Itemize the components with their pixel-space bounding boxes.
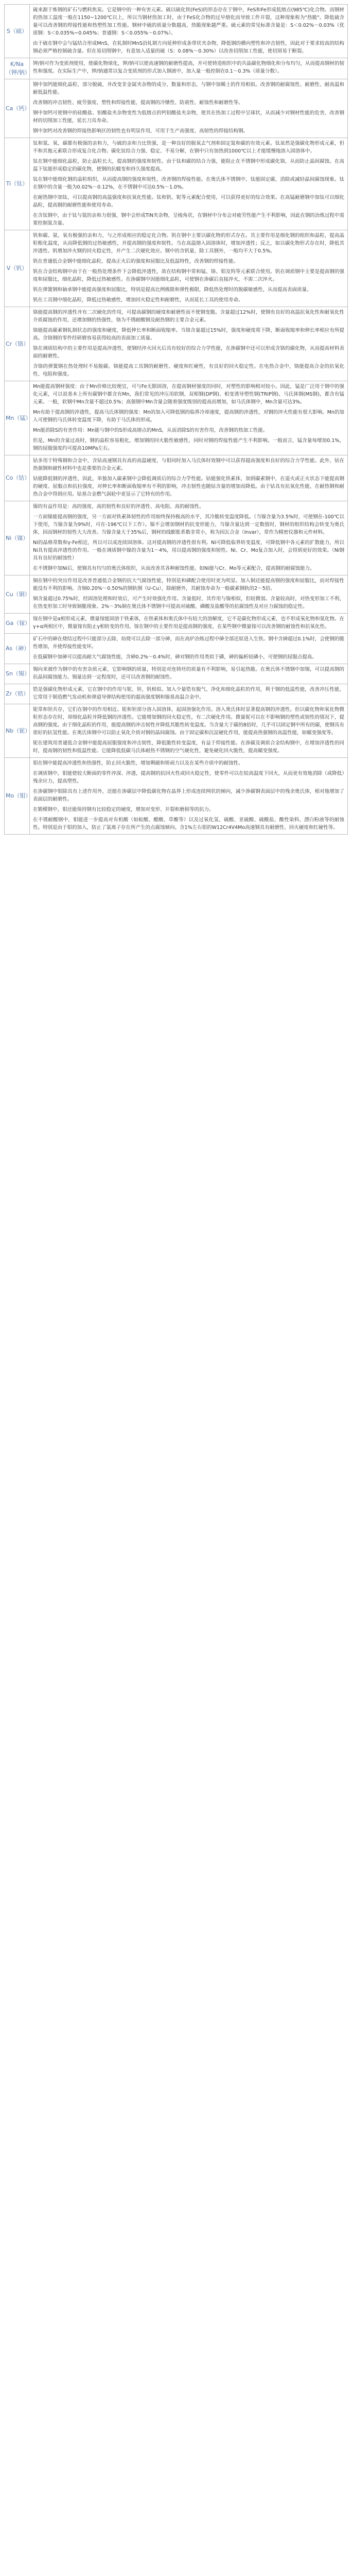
element-row [5,704,348,758]
element-row [5,307,348,381]
description-paragraph: 一方面镍能提高钢的强度，另一方面对铁素体韧性的作用始终保持极高的水平，其冷脆转变温度降低。（当镍含量为3.5%时，可使钢在-100℃以下使用，当镍含量为9%时，可在-196℃以下工作）。镍不会增加钢材的抗变形能力，当镍含量达到一定数值时，钢材的组织结构会转变为奥氏体，因而钢材的韧性大大改善。当镍含量大于35%后，钢材的线膨胀系数非常小，称为因瓦合金（Invar），常作为精密仪器和元件材料。 [33,514,344,535]
description-paragraph: 铌在建筑用普通低合金钢中能提高屈服强度和冲击韧性，降低脆性转变温度，有益于焊接性能。在渗碳及调质合金结构钢中，在增加淬透性的同时，提高钢的韧性和低温性能。它能降低低碳马氏体耐热不锈钢的空气硬化性，避免硬化回火脆性，提高蠕变强度。 [33,740,344,754]
description-paragraph: 铬在调质结构中的主要作用是提高淬透性，使钢经淬火回火后具有较好的综合力学性能，在渗碳钢中还可以形成含铬的碳化物，从而提高材料表面的耐磨性。 [33,346,344,359]
element-symbol: Ti（钛） [5,138,30,230]
description-paragraph: 钴能降低钢的淬透性，因此，单独加入碳素钢中会降低调质后的综合力学性能。钴能强化铁素体，加到碳素钢中，在退火或正火状态下能提高钢的硬度、屈服点和抗拉强度，对伸长率和断面收缩率有不利的影响，冲击韧性也随钴含量的增加而降低。由于钴具有抗氧化性能，在耐热钢和耐热合金中得到应用。钴基合金燃气涡轮中更显示了它特有的作用。 [33,476,344,497]
description-paragraph: 钢中加钙能细化晶粒，部分脱硫，并改变非金属夹杂物的成分、数量和形态，与钢中加稀土的作用相似。改善钢的耐腐蚀性、耐磨性、耐高温和耐低温性能。 [33,82,344,95]
element-description [30,664,348,684]
element-description [30,614,348,634]
description-paragraph: 但是，Mn的含量过高时，钢的晶粒容易粗化，增加钢的回火脆性敏感性，同时对钢的焊接性能产生不利影响。一般而言，锰含量每增加0.1%，钢的屈服强度约可提高10MPa左右。 [33,438,344,451]
description-paragraph: 在低碳钢中加砷可以提高耐大气腐蚀性能，含砷0.2%～0.4%时，砷对钢的作用类似于磷，砷的偏析较磷小，可使钢的屈服点提高。 [33,654,317,660]
element-symbol: Sn（锡） [5,664,30,684]
description-paragraph: 钴多用于特殊钢和合金中，含钴高速钢具有高的高温硬度，与钼同时加入马氏体时效钢中可以获得超高强度和良好的综合力学性能。此外，钴在热强钢和磁性材料中也是重要的合金元素。 [33,458,344,471]
element-row [5,501,348,575]
element-description [30,455,348,501]
description-paragraph: 硫来源于炼钢的矿石与燃料焦炭。它是钢中的一种有害元素。硫以硫化铁(FeS)的形态存在于钢中，FeS和Fe形成低熔点(985℃)化合物。而钢材的热加工温度一般在1150~1200℃以上，所以当钢材热加工时，由于FeS化合物的过早熔化而导致工件开裂，这种现象称为"热脆"。降低硫含量可以改善钢的焊接性能和热塑性加工性能。钢材中硫的质量分数越高，热脆现象越严重。硫元素的常见标准含量是：S＜0.02%～0.03%（优质钢：S＜0.035%~0.045%；普通钢：S＜0.055%～0.07%）。 [33,7,344,36]
description-paragraph: 钒在工具钢中细化晶粒，降低过热敏感性，增加回火稳定性和耐磨性，从而延长工具的使用寿命。 [33,297,243,303]
description-paragraph: 钒和碳、氨、氧有极强的亲和力，与之形成相应的稳定化合物。钒在钢中主要以碳化物的形式存在。其主要作用是细化钢的组织和晶粒，提高晶粒粗化温度，从而降低钢的过热敏感性，并提高钢的强度和韧性。当在高温熔入固溶体时，增加淬透性；反之，如以碳化物形式存在时，降低其淬透性。钒增加淬火钢的回火稳定性，并产生二次硬化效应。钢中的含钒量，除工具钢外，一般均不大于0.5%。 [33,233,344,254]
description-paragraph: 在调质钢中，钼能使较大断面的零件淬深、淬透，提高钢的抗回火性或回火稳定性，使零件可以在较高温度下回火，从而更有效地消除（或降低）残余应力，提高塑性。 [33,771,344,784]
element-row [5,614,348,634]
description-paragraph: 铬能提高碳素钢轧制状态的强度和硬度，降低伸长率和断面收缩率。当铬含量超过15%时，强度和硬度将下降，断面收缩率和伸长率相应有所提高。含铬钢的零件经研磨容易获得较高的表面加工质量。 [33,328,344,341]
description-paragraph: 铬能提高钢的淬透性并有二次硬化的作用，可提高碳钢的硬度和耐磨性而不使钢变脆。含量超过12%时，使钢有良好的高温抗氧化性和耐氧化性介质腐蚀的作用，还增加钢的热强性，铬为不锈耐酸钢及耐热钢的主要合金元素。 [33,310,344,323]
description-paragraph: 在不锈耐酸钢中，钼能进一步提高对有机酸（如蚁酸、醋酸、草酸等）以及过氧化氢、硫酸、亚硫酸、硫酸盐、酸性染料、漂白粉液等的耐蚀性。特别是由于钼的加入，防止了氯离子存在所产生的点腐蚀倾向。含1%左右钼的W12Cr4V4Mo高速钢具有耐磨性、回火硬度和红硬性等。 [33,817,344,831]
description-paragraph: 锡向来被作为钢中的有害杂质元素，它影响钢的质量，特别是对连铸坯的质量有不利影响，易引起热脆。在奥氏体不锈钢中加锡，可以提高钢的抗晶间腐蚀能力。锡量达到一定程度时，还可以改善钢的耐蚀性。 [33,667,344,680]
description-paragraph: 铜含量超过0.75%时，经固溶处理和时效后，可产生时效强化作用。含量低时，其作用与镍相似，但较微弱。含量较高时，对热变形加工不利，在热变形加工时导致铜脆现象。2%～3%铜在奥氏体不锈钢中可提高对硫酸、磷酸及盐酸等的抗腐蚀性及对应力腐蚀的稳定性。 [33,596,344,609]
element-row [5,684,348,704]
description-paragraph: 钒在弹簧钢和轴承钢中能提高强度和屈服比，特别是提高比例极限和弹性极限，降低热处理时的脱碳敏感性，从而提高表面质量。 [33,287,312,293]
element-description [30,381,348,455]
description-paragraph: 在渗碳钢中钼除具有上述作用外，还能在渗碳层中降低碳化物在晶界上形成连续网状的倾向，减少渗碳钢表面层中的残余奥氏体，相对地增加了表面层的耐磨性。 [33,789,344,802]
description-paragraph: 钛在钢中能细化晶粒，防止晶粒长大，提高钢的强度和韧性。由于钛和碳的结合力强，能阻止在不锈钢中形成碳化铬，从而防止晶间腐蚀。在高温下钛能形成稳定的碳化物，使钢的抗蠕变和持久强度提高。 [33,159,344,172]
element-symbol: S（硫） [5,5,30,58]
description-paragraph: Mn能提高钢材强度：由于Mn价格比较便宜，可与Fe无限固溶，在提高钢材强度的同时，对塑性的影响相对较小。因此，锰是广泛用于钢中的强化元素，可以说基本上所有碳钢中都含有Mn，我们常见的冲压用软钢、双相钢(DP钢)、相变诱导塑性钢(TRIP钢)、马氏体钢(MS钢)，都含有锰元素。一般，软钢中Mn含量不超过0.5%；高强钢中Mn含量会随着强度级别的提高而增加，如马氏体钢中，Mn含量可达3%。 [33,384,344,405]
description-paragraph: 钛在钢中能细化钢的晶粒组织，从而提高钢的强度和韧性，改善钢的焊接性能。在奥氏体不锈钢中，钛能固定碳，消除或减轻晶间腐蚀现象。钛在钢中的含量一般为0.02%～0.12%，在不锈钢中可达0.5%～1.0%。 [33,177,344,190]
element-symbol: Co（钴） [5,455,30,501]
element-description [30,634,348,664]
element-table [4,4,348,835]
description-paragraph: 在不锈钢中加Ni后，使钢具有均匀的奥氏体组织，从而改善其各种耐蚀性能。如Ni能与Cr、Mo等元素配合，提高钢的耐腐蚀能力。 [33,566,315,571]
element-row [5,138,348,230]
description-paragraph: 在耐热钢中加钛，可以提高钢的高温强度和抗氧化性能。钛和钒、铌等元素配合使用，可以获得更好的综合效果。在高锰耐磨钢中加钛可以细化晶粒，提高钢的耐磨性能和使用寿命。 [33,195,344,208]
description-paragraph: 在锻模钢中，钼还能保持钢有比较稳定的硬度，增加对变形、开裂和磨损等的抗力。 [33,807,214,812]
element-symbol: As（砷） [5,634,30,664]
element-row [5,664,348,684]
element-symbol: Ni（镍） [5,501,30,575]
description-paragraph: 钛和氮、氧、碳都有极强的亲和力，与硫的亲和力比铁强，是一种良好的脱氧去气剂和固定氮和碳的有效元素。钛虽然是强碳化物形成元素，但不和其他元素联合形成复合化合物。碳化钛结合力强、稳定、不易分解，在钢中只有加热到1000℃以上才能缓慢地溶入固溶体中。 [33,141,344,154]
element-description [30,704,348,758]
element-row [5,575,348,614]
element-symbol: K/Na（钾/钠） [5,58,30,79]
element-symbol: Cr（铬） [5,307,30,381]
element-description [30,575,348,614]
description-paragraph: 含铬的弹簧钢在热处理时不易脱碳。铬能提高工具钢的耐磨性、硬度和红硬性，有良好的回火稳定性。在电热合金中，铬能提高合金的抗氧化性、电阻和强度。 [33,364,344,377]
description-paragraph: 铜在钢中的突出作用是改善普通低合金钢的抗大气腐蚀性能，特别是和磷配合使用时更为明显。加入铜还能提高钢的强度和屈服比，而对焊接性能没有不利的影响。含铜0.20%～0.50%的钢轨钢（U-Cu），除耐磨外，其耐蚀寿命为一般碳素钢轨的2～5倍。 [33,578,344,591]
description-paragraph: 在含钛钢中，由于钛与氮的亲和力很强，钢中会形成TiN夹杂物，呈棱角状，在钢材中分布会对疲劳性能产生不利影响，因此在钢的冶炼过程中需要控制氮含量。 [33,213,344,226]
description-paragraph: 由于硫在钢中会与锰结合形成MnS，在轧制时MnS沿轧制方向延伸形成条带状夹杂物，降低钢的横向塑性和冲击韧性，因此对于要求较高的结构钢必须严格控制硫含量。但在易切削钢中，有意加入适量的硫（S：0.08%～0.30%）以改善切削加工性能，使切屑易于断裂。 [33,41,344,54]
description-paragraph: Mn能消除S的有害作用：Mn能与钢中的S形成高熔点的MnS，从而消除S的有害作用，改善钢的热加工性能。 [33,428,268,433]
element-description [30,5,348,58]
element-symbol: Cu（铜） [5,575,30,614]
element-description [30,758,348,835]
element-symbol: V（钒） [5,230,30,307]
description-paragraph: 钒在普通低合金钢中能细化晶粒，提高正火后的强度和屈服比及低温特性，改善钢的焊接性能。 [33,259,239,264]
element-row [5,5,348,58]
element-description [30,79,348,138]
description-paragraph: 矿石中的砷在烧结过程中只能部分去除，焙烧可以去除一部分砷，而在高炉冶炼过程中砷全部还原进入生铁。钢中含砷超过0.1%时，会使钢的脆性增加，并使焊接性能变坏。 [33,636,344,650]
description-paragraph: Ni的晶格常数和γ-Fe相近，所以可以成连续固溶体。这对提高钢的淬透性很有利。Ni可降低临界转变温度，可降低钢中各元素的扩散能力，所以Ni具有提高淬透性的作用。一般在调质钢中镍的含量为1～4%，用以提高钢的强度和韧性。Ni、Cr、Mo复合加入时，会得到更好的效果。（Ni钢具有良好的耐蚀性） [33,540,344,561]
description-paragraph: 钢中加钙对改善钢的焊接热影响区的韧性也有明显作用，可用于生产高强度、高韧性的焊接结构钢。 [33,128,249,134]
element-symbol: Nb（铌） [5,704,30,758]
element-symbol: Ga（镓） [5,614,30,634]
description-paragraph: 锆是强碳化物形成元素，它在钢中的作用与铌、钽、钒相似。加入少量锆有脱气、净化和细化晶粒的作用，利于钢的低温性能，改善冲压性能，它常用于制造燃气发动机和弹道导弹结构使用的超高强度钢和镍基高温合金中。 [33,687,344,700]
element-symbol: Zr（锆） [5,684,30,704]
element-symbol: Ca（钙） [5,79,30,138]
element-symbol: Mo（钼） [5,758,30,835]
description-paragraph: 铌常和钽共存，它们在钢中的作用相近。铌和钽部分溶入固溶体，起固溶强化作用。溶入奥氏体时显著提高钢的淬透性。但以碳化物和氧化物微粒形态存在时，却细化晶粒并降低钢的淬透性。它能增加钢的回火稳定性，有二次硬化作用。微量铌可以在不影响钢的塑性或韧性的情况下，提高钢的强度。由于细化晶粒的作用，能提高钢的冲击韧性并降低其脆性转变温度。当含量大于碳的8倍时，几乎可以固定钢中所有的碳，使钢具有很好的抗氢性能。在奥氏体钢中可以防止氧化介质对钢的晶间腐蚀。由于固定碳和沉淀硬化作用，能提高热强钢的高温性能，如蠕变强度等。 [33,707,344,736]
element-symbol: Mn（锰） [5,381,30,455]
element-row [5,634,348,664]
element-description [30,58,348,79]
description-paragraph: Mn有助于提高钢的淬透性，提高马氏体钢的强度：Mn的加入可降低钢的临界冷却速度，提高钢的淬透性，对钢的淬火性能有很大影响。Mn的加入可使钢的马氏体转变温度下降，有助于马氏体的形成。 [33,410,344,423]
description-paragraph: 镓在钢中是α相形成元素，微量镓能固溶于铁素体，在铁素体和奥氏体中有较大的溶解度，它不是碳化物形成元素，也不形成氧化物和氮化物。在γ+α两相区中，微量镓有阻止γ相转变的作用。镓在钢中的主要作用是提高钢的强度，在某些钢中微量镓可以改善钢的耐蚀性和抗氧化性。 [33,616,344,630]
element-description [30,230,348,307]
description-paragraph: 钒在合金结构钢中由于在一般热处理条件下会降低淬透性，故在结构钢中常和锰、铬、钼及钨等元素联合使用。钒在调质钢中主要是提高钢的强度和屈服比，细化晶粒，降低过热敏感性。在渗碳钢中因能细化晶粒，可使钢在渗碳后直接淬火，不需二次淬火。 [33,269,344,282]
element-table-body [5,5,348,835]
document-page [4,4,348,835]
element-description [30,501,348,575]
element-row [5,381,348,455]
description-paragraph: 钾/钠可作为变质剂使用，使碳化物球化，钾/钠可以使高速钢的耐磨性提高，并可使铸造组织中的共晶碳化物细化和分布均匀，从而提高钢材的韧性和强度。在实际生产中，钾/钠通常以复合变质剂的形式加入钢液中，加入量一般控制在0.1～0.3%（质量分数）。 [33,61,344,74]
description-paragraph: 钢中加钙可使钢中的硅酸盐、铝酸盐夹杂物变性为低熔点的钙铝酸盐夹杂物，使其在热加工过程中呈球状，从而减少对钢材性能的危害，改善钢材的切削加工性能，延长刀具寿命。 [33,110,344,124]
description-paragraph: 钼在钢中能提高淬透性和热强性，防止回火脆性，增加剩磁和矫顽力以及在某些介质中的耐蚀性。 [33,760,243,766]
element-description [30,307,348,381]
description-paragraph: 镍的有益作用是：高的强度、高的韧性和良好的淬透性、高电阻、高的耐蚀性。 [33,504,204,510]
element-row [5,758,348,835]
element-row [5,455,348,501]
element-row [5,230,348,307]
description-paragraph: 改善钢的冲击韧性、疲劳强度、塑性和焊接性能，提高钢的冷镦性、防震性、耐蚀性和耐磨性等。 [33,100,243,106]
element-description [30,138,348,230]
element-row [5,58,348,79]
element-row [5,79,348,138]
element-description [30,684,348,704]
